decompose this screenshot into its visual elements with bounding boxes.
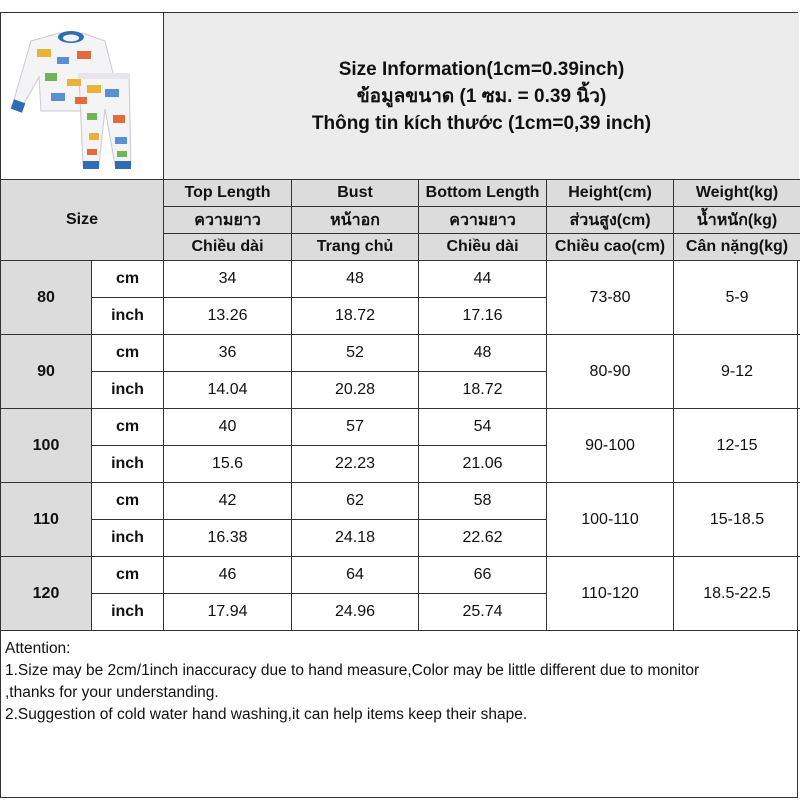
table-row [1, 483, 800, 520]
col-header-bust-th: หน้าอก [292, 207, 419, 234]
top-length-cm: 46 [164, 557, 292, 594]
weight-range: 18.5-22.5 [674, 557, 800, 631]
col-header-bust: Bust [292, 180, 419, 207]
bust-cm: 52 [292, 335, 419, 372]
bust-cm: 62 [292, 483, 419, 520]
height-range: 110-120 [547, 557, 674, 631]
bottom-length-inch: 25.74 [419, 594, 547, 631]
top-length-cm: 40 [164, 409, 292, 446]
size-cell: 110 [1, 483, 92, 557]
weight-range: 9-12 [674, 335, 800, 409]
height-range: 90-100 [547, 409, 674, 483]
product-image [1, 13, 163, 179]
top-length-cm: 36 [164, 335, 292, 372]
col-header-height-vi: Chiều cao(cm) [547, 234, 674, 261]
title-vietnamese: Thông tin kích thước (1cm=0,39 inch) [311, 112, 652, 134]
top-length-inch: 15.6 [164, 446, 292, 483]
unit-inch: inch [92, 298, 164, 335]
size-cell: 80 [1, 261, 92, 335]
table-row [1, 335, 800, 372]
notes-heading: Attention: [5, 640, 71, 657]
note-line: 1.Size may be 2cm/1inch inaccuracy due to hand measure,Color may be little different due to monitor [5, 662, 700, 679]
note-line: 2.Suggestion of cold water hand washing,it can help items keep their shape. [5, 706, 528, 723]
bottom-length-cm: 54 [419, 409, 547, 446]
col-header-height: Height(cm) [547, 180, 674, 207]
size-cell: 90 [1, 335, 92, 409]
size-cell: 100 [1, 409, 92, 483]
bottom-length-cm: 66 [419, 557, 547, 594]
unit-inch: inch [92, 594, 164, 631]
bust-inch: 22.23 [292, 446, 419, 483]
bust-inch: 24.96 [292, 594, 419, 631]
top-length-inch: 13.26 [164, 298, 292, 335]
bottom-length-cm: 44 [419, 261, 547, 298]
height-range: 100-110 [547, 483, 674, 557]
pajama-set-illustration [1, 13, 163, 179]
col-header-bottom-length: Bottom Length [419, 180, 547, 207]
title-thai: ข้อมูลขนาด (1 ซม. = 0.39 นิ้ว) [356, 85, 607, 107]
title-english: Size Information(1cm=0.39inch) [338, 58, 625, 80]
col-header-weight-vi: Cân nặng(kg) [674, 234, 800, 261]
top-length-inch: 14.04 [164, 372, 292, 409]
unit-inch: inch [92, 372, 164, 409]
table-row [1, 409, 800, 446]
bust-cm: 57 [292, 409, 419, 446]
unit-cm: cm [92, 335, 164, 372]
unit-cm: cm [92, 261, 164, 298]
weight-range: 5-9 [674, 261, 800, 335]
col-header-top-length-th: ความยาว [164, 207, 292, 234]
unit-inch: inch [92, 520, 164, 557]
col-header-weight-th: น้ำหนัก(kg) [674, 207, 800, 234]
col-header-top-length-vi: Chiều dài [164, 234, 292, 261]
bottom-length-inch: 17.16 [419, 298, 547, 335]
note-line: ,thanks for your understanding. [5, 684, 219, 701]
bust-inch: 20.28 [292, 372, 419, 409]
top-length-inch: 17.94 [164, 594, 292, 631]
bottom-length-inch: 18.72 [419, 372, 547, 409]
size-cell: 120 [1, 557, 92, 631]
bust-inch: 24.18 [292, 520, 419, 557]
table-row [1, 557, 800, 594]
col-header-weight: Weight(kg) [674, 180, 800, 207]
unit-inch: inch [92, 446, 164, 483]
col-header-bottom-length-th: ความยาว [419, 207, 547, 234]
size-chart-table [0, 179, 800, 631]
unit-cm: cm [92, 557, 164, 594]
table-row [1, 261, 800, 298]
unit-cm: cm [92, 409, 164, 446]
attention-notes [5, 638, 795, 726]
bottom-length-cm: 58 [419, 483, 547, 520]
col-header-top-length: Top Length [164, 180, 292, 207]
col-header-bottom-length-vi: Chiều dài [419, 234, 547, 261]
weight-range: 15-18.5 [674, 483, 800, 557]
bust-cm: 64 [292, 557, 419, 594]
weight-range: 12-15 [674, 409, 800, 483]
bottom-length-inch: 22.62 [419, 520, 547, 557]
size-header: Size [1, 180, 164, 261]
top-length-inch: 16.38 [164, 520, 292, 557]
top-length-cm: 34 [164, 261, 292, 298]
col-header-height-th: ส่วนสูง(cm) [547, 207, 674, 234]
top-length-cm: 42 [164, 483, 292, 520]
height-range: 80-90 [547, 335, 674, 409]
unit-cm: cm [92, 483, 164, 520]
height-range: 73-80 [547, 261, 674, 335]
bust-cm: 48 [292, 261, 419, 298]
size-information-header [163, 13, 799, 179]
bottom-length-cm: 48 [419, 335, 547, 372]
col-header-bust-vi: Trang chủ [292, 234, 419, 261]
bust-inch: 18.72 [292, 298, 419, 335]
bottom-length-inch: 21.06 [419, 446, 547, 483]
